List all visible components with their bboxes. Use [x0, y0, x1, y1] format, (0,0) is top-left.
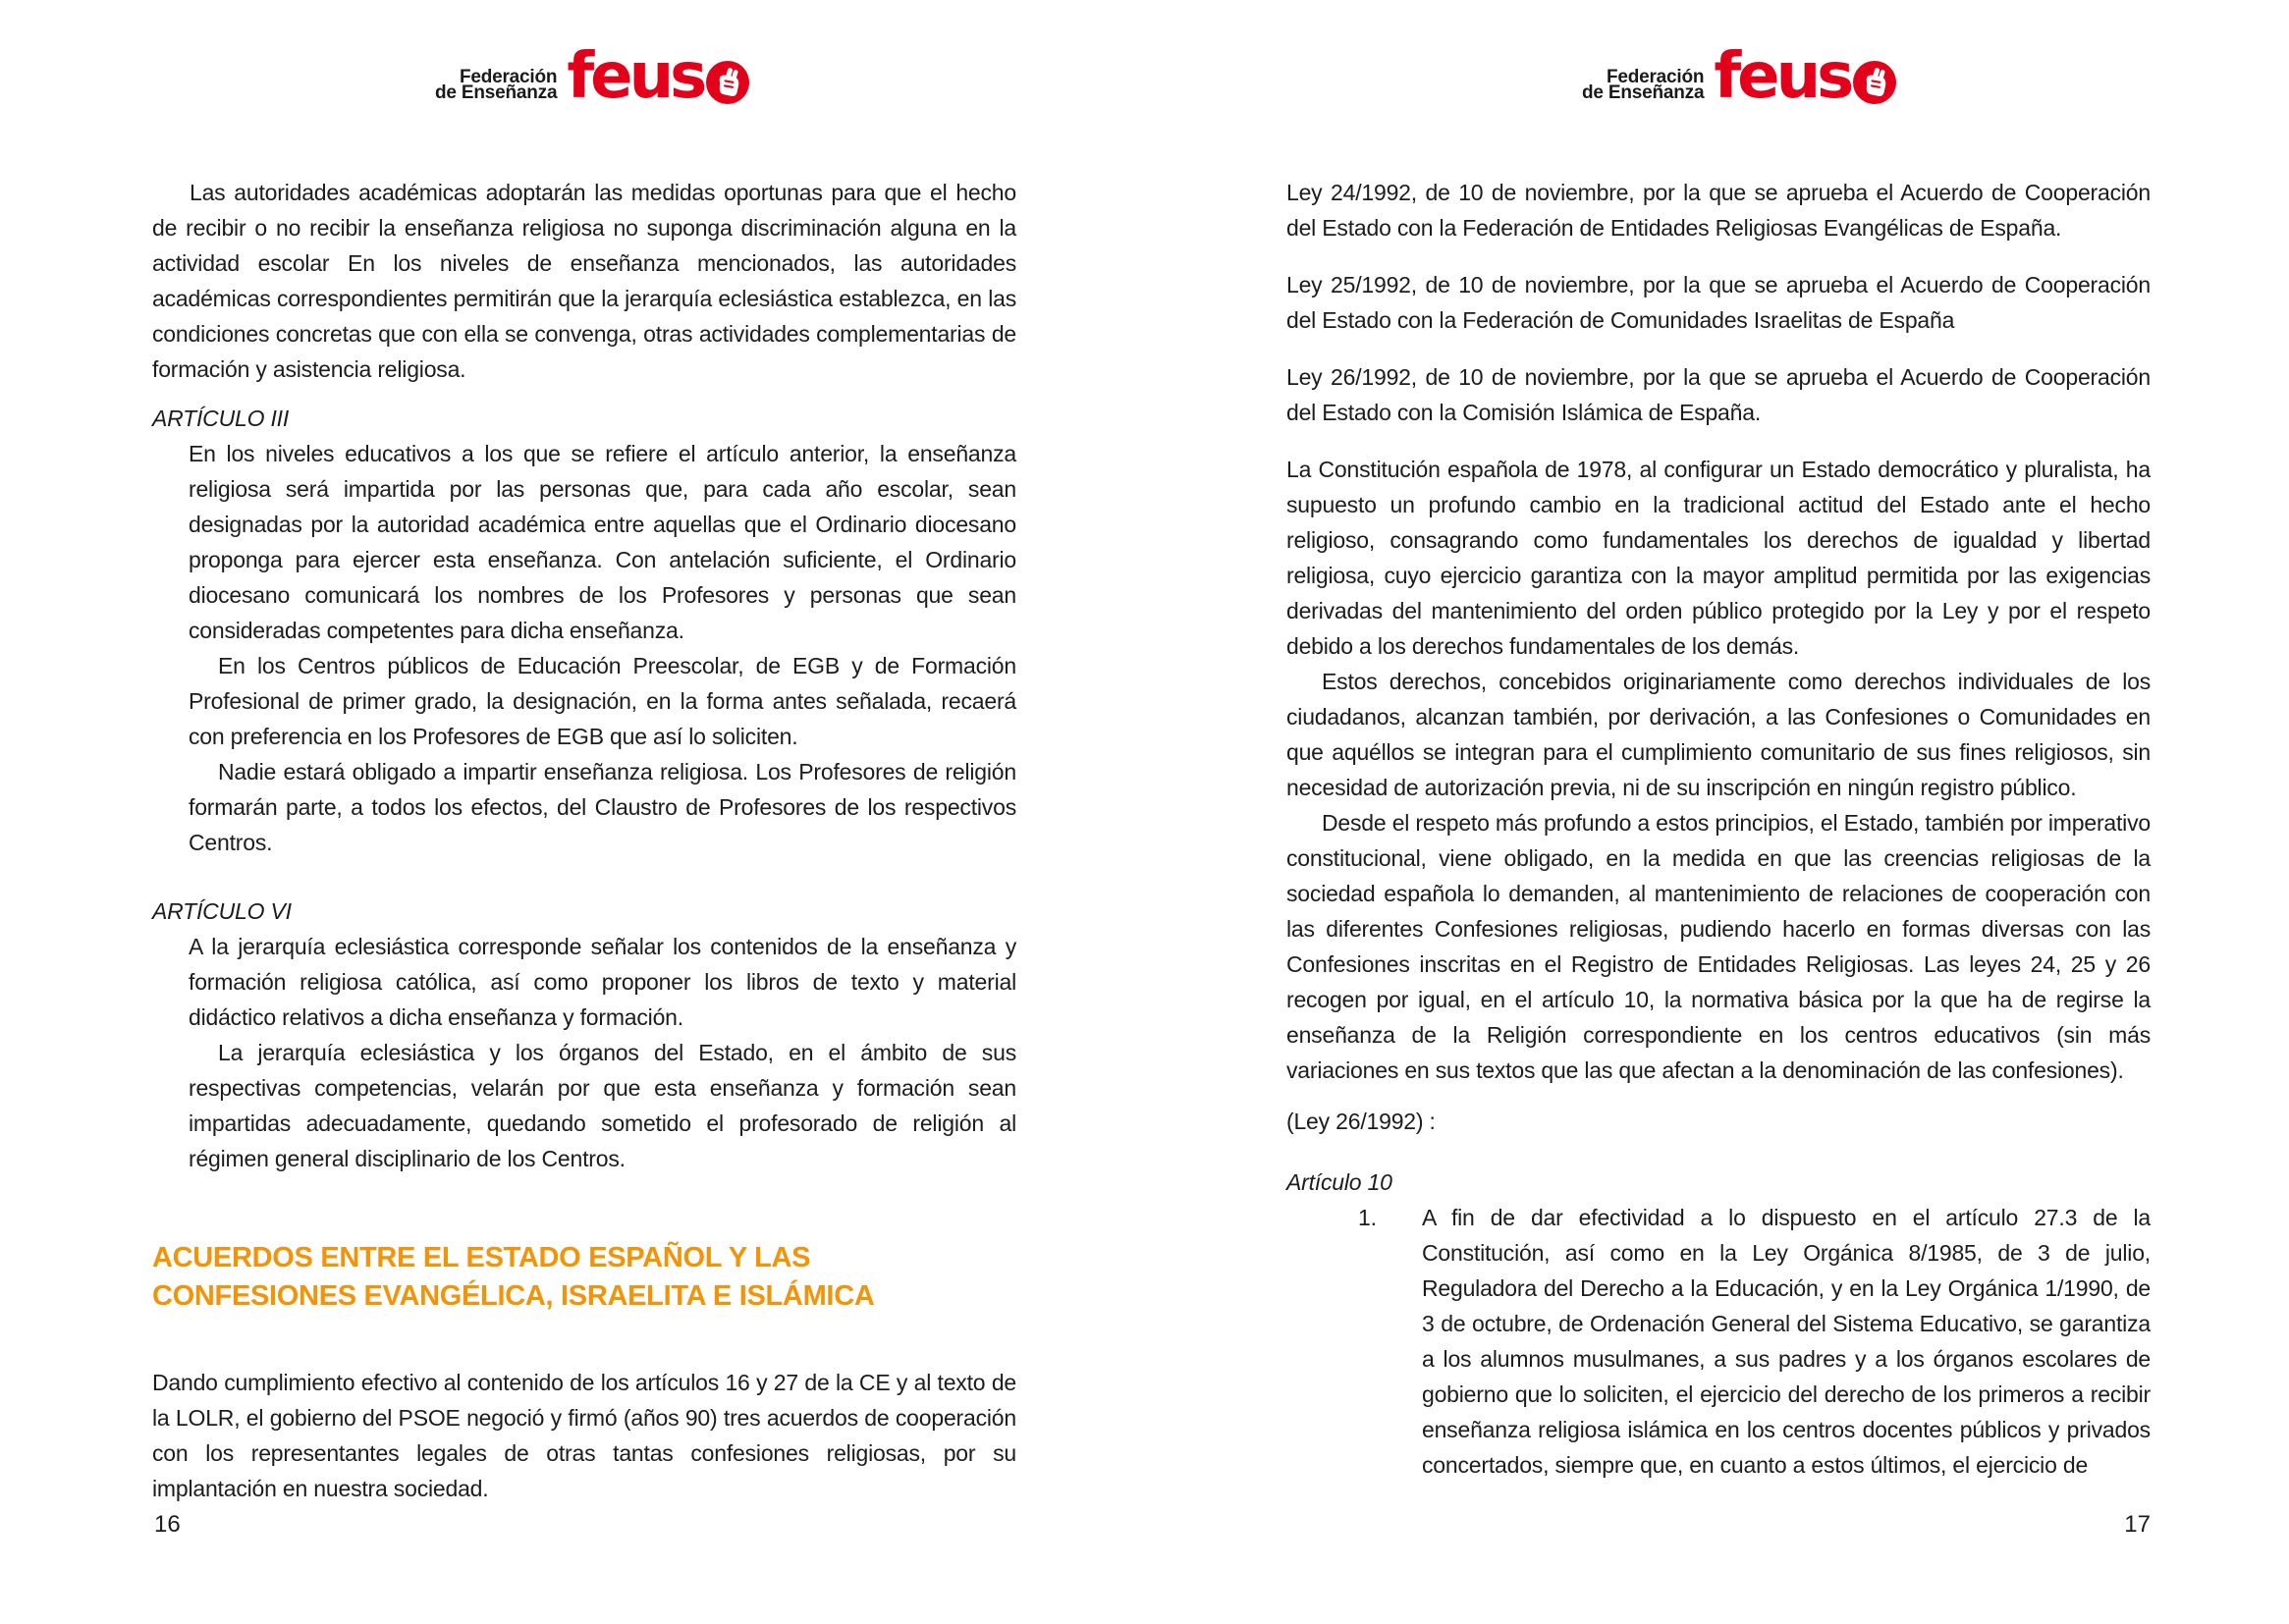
articulo-iii-heading: ARTÍCULO III: [152, 406, 290, 431]
logo-org-name: [1582, 56, 1704, 101]
articulo-vi-paragraph-1: A la jerarquía eclesiástica corresponde señalar los contenidos de la enseñanza y formación religiosa católica, así como proponer los libros de texto y material didáctico relativos a dicha enseñanza y formación.: [189, 934, 1016, 1030]
logo-org-line1: Federación: [459, 67, 558, 87]
constitucion-paragraph-2: Estos derechos, concebidos originariamente como derechos individuales de los ciudadanos, alcanzan también, por derivación, a las Confesiones o Comunidades en que aquéllos se integran para el cumplimiento comunitario de sus fines religiosos, sin necesidad de autorización previa, ni de su inscripción en ningún registro público.: [1286, 669, 2151, 800]
logo-brand-text: feus: [1714, 40, 1851, 113]
logo-org-line2: de Enseñanza: [435, 82, 558, 103]
ley-24-paragraph: Ley 24/1992, de 10 de noviembre, por la que se aprueba el Acuerdo de Cooperación del Estado con la Federación de Entidades Religiosas Evangélicas de España.: [1286, 180, 2151, 241]
articulo-vi-paragraph-2: La jerarquía eclesiástica y los órganos del Estado, en el ámbito de sus respectivas competencias, velarán por que esta enseñanza y formación sean impartidas adecuadamente, quedando sometido el profesorado de religión al régimen general disciplinario de los Centros.: [189, 1040, 1016, 1171]
articulo-vi-block: [189, 929, 1016, 1176]
logo-brand-text: feus: [567, 40, 704, 113]
logo-org-line1: Federación: [1606, 67, 1705, 87]
articulo-10-item-1: [1286, 1200, 2151, 1483]
page-17-content: [1286, 175, 2151, 1483]
list-item-number: 1.: [1358, 1205, 1377, 1230]
constitucion-paragraph-1: La Constitución española de 1978, al configurar un Estado democrático y pluralista, ha supuesto un profundo cambio en la tradicional actitud del Estado ante el hecho religioso, consagrando como fundamentales los derechos de igualdad y libertad religiosa, cuyo ejercicio garantiza con la mayor amplitud permitida por las exigencias derivadas del mantenimiento del orden público protegido por la Ley y por el respeto debido a los derechos fundamentales de los demás.: [1286, 457, 2151, 659]
articulo-10-heading: Artículo 10: [1286, 1169, 1392, 1195]
feuso-logo-left: [435, 40, 749, 114]
page-number-16: 16: [154, 1511, 181, 1538]
logo-brand: [567, 40, 749, 114]
articulo-iii-paragraph-2: En los Centros públicos de Educación Preescolar, de EGB y de Formación Profesional de primer grado, la designación, en la forma antes señalada, recaerá con preferencia en los Profesores de EGB que así lo soliciten.: [189, 653, 1016, 749]
intro-paragraph: Las autoridades académicas adoptarán las medidas oportunas para que el hecho de recibir o no recibir la enseñanza religiosa no suponga discriminación alguna en la actividad escolar En los niveles de enseñanza mencionados, las autoridades académicas correspondientes permitirán que la jerarquía eclesiástica establezca, en las condiciones concretas que con ella se convenga, otras actividades complementarias de formación y asistencia religiosa.: [152, 180, 1016, 382]
page-16-content: [152, 175, 1016, 1506]
articulo-vi-heading: ARTÍCULO VI: [152, 898, 292, 924]
articulo-iii-block: [189, 436, 1016, 860]
articulo-iii-paragraph-1: En los niveles educativos a los que se refiere el artículo anterior, la enseñanza religiosa será impartida por las personas que, para cada año escolar, sean designadas por la autoridad académica entre aquellas que el Ordinario diocesano proponga para ejercer esta enseñanza. Con antelación suficiente, el Ordinario diocesano comunicará los nombres de los Profesores y personas que sean consideradas competentes para dicha enseñanza.: [189, 441, 1016, 643]
logo-org-name: [435, 56, 557, 101]
fist-icon: [706, 61, 749, 104]
logo-brand: [1714, 40, 1896, 114]
list-item-text: A fin de dar efectividad a lo dispuesto en el artículo 27.3 de la Constitución, así como en la Ley Orgánica 8/1985, de 3 de julio, Reguladora del Derecho a la Educación, y en la Ley Orgánica 1/1990, de 3 de octubre, de Ordenación General del Sistema Educativo, se garantiza a los alumnos musulmanes, a sus padres y a los órganos escolares de gobierno que lo soliciten, el ejercicio del derecho de los primeros a recibir enseñanza religiosa islámica en los centros docentes públicos y privados concertados, siempre que, en cuanto a estos últimos, el ejercicio de: [1422, 1205, 2151, 1478]
ley-26-paragraph: Ley 26/1992, de 10 de noviembre, por la que se aprueba el Acuerdo de Cooperación del Estado con la Comisión Islámica de España.: [1286, 364, 2151, 425]
page-number-17: 17: [2124, 1511, 2151, 1538]
ley-25-paragraph: Ley 25/1992, de 10 de noviembre, por la que se aprueba el Acuerdo de Cooperación del Estado con la Federación de Comunidades Israelitas de España: [1286, 272, 2151, 333]
ley-reference: (Ley 26/1992) :: [1286, 1109, 1436, 1134]
section-heading-acuerdos: ACUERDOS ENTRE EL ESTADO ESPAÑOL Y LAS CONFESIONES EVANGÉLICA, ISRAELITA E ISLÁMICA: [152, 1242, 875, 1312]
feuso-logo-right: [1582, 40, 1896, 114]
logo-org-line2: de Enseñanza: [1582, 82, 1705, 103]
articulo-iii-paragraph-3: Nadie estará obligado a impartir enseñanza religiosa. Los Profesores de religión formarán parte, a todos los efectos, del Claustro de Profesores de los respectivos Centros.: [189, 759, 1016, 855]
closing-paragraph: Dando cumplimiento efectivo al contenido de los artículos 16 y 27 de la CE y al texto de la LOLR, el gobierno del PSOE negoció y firmó (años 90) tres acuerdos de cooperación con los representantes legales de otras tantas confesiones religiosas, por su implantación en nuestra sociedad.: [152, 1370, 1016, 1501]
fist-icon: [1853, 61, 1896, 104]
constitucion-paragraph-3: Desde el respeto más profundo a estos principios, el Estado, también por imperativo constitucional, viene obligado, en la medida en que las creencias religiosas de la sociedad española lo demanden, al mantenimiento de relaciones de cooperación con las diferentes Confesiones religiosas, pudiendo hacerlo en formas diversas con las Confesiones inscritas en el Registro de Entidades Religiosas. Las leyes 24, 25 y 26 recogen por igual, en el artículo 10, la normativa básica por la que ha de regirse la enseñanza de la Religión correspondiente en los centros educativos (sin más variaciones en sus textos que las que afectan a la denominación de las confesiones).: [1286, 810, 2151, 1083]
